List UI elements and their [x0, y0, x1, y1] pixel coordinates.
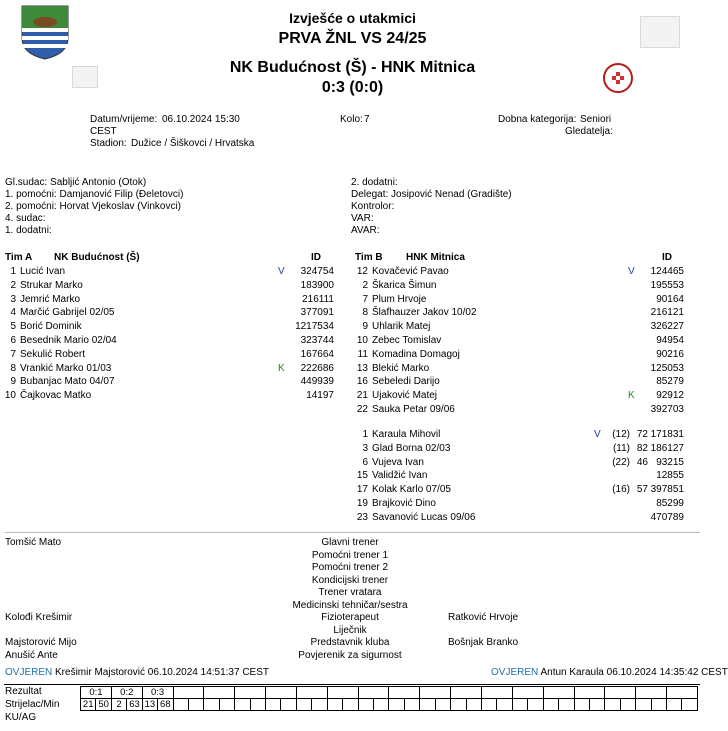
staff-member-team-a: Tomšić Mato [5, 537, 62, 548]
ku-ag-cell [296, 711, 327, 722]
scorer-player-cell: 21 [81, 699, 96, 711]
player-role-badge: V [594, 429, 601, 440]
scorer-player-cell [420, 699, 435, 711]
result-cell: 0:1 [81, 687, 112, 699]
scorer-minute-cell [312, 699, 327, 711]
player-id: 1217534 [295, 321, 334, 333]
grid-row-scorer [81, 699, 698, 711]
scorer-player-cell [296, 699, 311, 711]
scorer-minute-cell [682, 699, 698, 711]
verification-left [5, 667, 269, 678]
official-right-line: VAR: [351, 213, 374, 224]
staff-member-team-b: Bošnjak Branko [448, 637, 519, 648]
ku-ag-cell [142, 711, 173, 722]
player-id: 195553 [650, 279, 684, 291]
result-cell: 0:3 [142, 687, 173, 699]
player-name: Ujaković Matej [372, 390, 438, 402]
result-cell [574, 687, 605, 699]
result-cell [204, 687, 235, 699]
player-name: Sekulić Robert [20, 348, 86, 360]
scorer-minute-cell: 50 [96, 699, 111, 711]
player-number: 9 [362, 321, 368, 333]
result-cell [296, 687, 327, 699]
player-id: 397851 [650, 484, 684, 496]
player-name: Jemrić Marko [20, 293, 81, 305]
team-b-id-header: ID [662, 252, 672, 263]
player-number: 7 [362, 293, 368, 305]
player-id: 323744 [300, 335, 334, 346]
staff-member-team-a: Majstorović Mijo [5, 637, 77, 648]
player-name: Zebec Tomislav [372, 335, 442, 346]
category-value: Seniori [580, 114, 612, 125]
player-number: 12 [356, 266, 368, 277]
scorer-minute-cell [620, 699, 635, 711]
player-id: 222686 [300, 362, 334, 374]
player-id: 85299 [656, 498, 684, 509]
official-right-line: Kontrolor: [351, 201, 395, 212]
player-number: 5 [10, 321, 16, 333]
scorer-minute-cell [343, 699, 358, 711]
player-name: Komadina Domagoj [372, 348, 460, 360]
player-id: 14197 [306, 390, 334, 402]
team-a-id-header: ID [311, 252, 321, 263]
official-right-line: AVAR: [351, 225, 380, 236]
team-separator: - [371, 59, 377, 76]
scorer-minute-cell [559, 699, 574, 711]
player-id: 90216 [656, 348, 684, 360]
player-number: 13 [356, 362, 368, 374]
competition-title: PRVA ŽNL VS 24/25 [278, 30, 427, 47]
player-name: Borić Dominik [20, 321, 82, 333]
timezone: CEST [90, 126, 117, 137]
result-cell [266, 687, 297, 699]
player-id: 183900 [300, 279, 334, 291]
player-role-badge: K [278, 362, 285, 374]
result-cell [389, 687, 420, 699]
player-name: Besednik Mario 02/04 [20, 335, 117, 346]
scorer-minute-cell [404, 699, 419, 711]
ku-ag-cell [204, 711, 235, 722]
player-name: Vujeva Ivan [372, 456, 424, 468]
player-name: Savanović Lucas 09/06 [372, 511, 476, 523]
player-id: 470789 [650, 511, 684, 523]
ku-ag-cell [81, 711, 112, 722]
scorer-player-cell [173, 699, 188, 711]
staff-divider [5, 532, 700, 533]
round-label: Kolo: [340, 114, 363, 125]
result-cell [358, 687, 389, 699]
player-name: Sebeledi Darijo [372, 376, 440, 388]
round-value: 7 [364, 114, 370, 125]
scorer-minute-cell [250, 699, 265, 711]
player-number: 4 [10, 307, 16, 319]
score-grid [80, 686, 698, 722]
scorer-minute-cell [188, 699, 203, 711]
player-id: 125053 [650, 362, 684, 374]
player-id: 392703 [650, 404, 684, 415]
player-id: 90164 [656, 293, 684, 305]
official-left-line: Gl.sudac: Sabljić Antonio (Otok) [5, 177, 147, 188]
result-cell [235, 687, 266, 699]
player-id: 324754 [300, 266, 334, 277]
staff-role: Kondicijski trener [311, 574, 389, 586]
player-number: 9 [10, 376, 16, 388]
player-number: 21 [356, 390, 368, 402]
scorer-player-cell [235, 699, 250, 711]
staff-role: Liječnik [333, 624, 367, 636]
result-cell [667, 687, 698, 699]
scorer-player-cell [389, 699, 404, 711]
verified-text-right: Antun Karaula 06.10.2024 14:35:42 CEST [540, 667, 728, 678]
player-name: Lucić Ivan [20, 266, 66, 277]
result-cell [173, 687, 204, 699]
sub-replaced-player: (22) [612, 456, 630, 468]
player-number: 8 [362, 307, 368, 319]
scorer-player-cell [636, 699, 651, 711]
staff-role: Trener vratara [318, 587, 382, 598]
result-cell [543, 687, 574, 699]
result-cell [605, 687, 636, 699]
scorer-player-cell [451, 699, 466, 711]
scorer-player-cell [574, 699, 589, 711]
grid-label-ku: KU/AG [5, 712, 37, 723]
ku-ag-cell [667, 711, 698, 722]
home-team-name: NK Budućnost (Š) [229, 59, 367, 76]
result-cell [451, 687, 482, 699]
staff-member-team-a: Anušić Ante [5, 649, 58, 661]
player-id: 449939 [300, 376, 334, 388]
player-role-badge: V [628, 266, 635, 277]
sub-minute: 57 [636, 484, 648, 496]
player-name: Sauka Petar 09/06 [372, 404, 455, 415]
player-name: Karaula Mihovil [372, 429, 441, 440]
staff-role: Predstavnik kluba [310, 637, 390, 648]
player-number: 2 [362, 279, 368, 291]
scorer-minute-cell: 68 [158, 699, 173, 711]
result-cell [636, 687, 667, 699]
ku-ag-cell [481, 711, 512, 722]
player-id: 92912 [656, 390, 684, 402]
scorer-minute-cell [435, 699, 450, 711]
player-id: 93215 [656, 456, 684, 468]
player-number: 8 [10, 362, 16, 374]
scorer-player-cell [266, 699, 281, 711]
away-team-name: HNK Mitnica [380, 59, 476, 76]
staff-member-team-b: Ratković Hrvoje [448, 612, 519, 623]
player-number: 1 [10, 266, 16, 277]
player-id: 85279 [656, 376, 684, 388]
scorer-minute-cell [281, 699, 296, 711]
player-number: 2 [10, 279, 16, 291]
scorer-minute-cell [374, 699, 389, 711]
scorer-player-cell [605, 699, 620, 711]
player-number: 15 [356, 470, 368, 482]
player-name: Marčić Gabrijel 02/05 [20, 307, 115, 319]
player-name: Uhlarik Matej [372, 321, 431, 333]
player-name: Škarica Šimun [372, 279, 437, 291]
date-value: 06.10.2024 15:30 [162, 114, 240, 125]
grid-row-result [81, 687, 698, 699]
player-number: 6 [10, 335, 16, 346]
scorer-player-cell: 13 [142, 699, 157, 711]
player-number: 23 [356, 511, 368, 523]
ku-ag-cell [173, 711, 204, 722]
verification-right [491, 667, 728, 678]
sub-replaced-player: (11) [612, 442, 630, 454]
player-id: 186127 [650, 442, 684, 454]
scorer-player-cell [512, 699, 527, 711]
stadium-value: Dužice / Šiškovci / Hrvatska [131, 138, 255, 149]
staff-role: Medicinski tehničar/sestra [292, 599, 408, 611]
scorer-minute-cell: 63 [127, 699, 142, 711]
player-number: 22 [356, 404, 368, 415]
staff-member-team-a: Kolođi Krešimir [5, 612, 73, 623]
player-number: 7 [10, 348, 16, 360]
verified-text-left: Krešimir Majstorović 06.10.2024 14:51:37 CEST [55, 667, 270, 678]
scorer-player-cell [543, 699, 558, 711]
scorer-player-cell [358, 699, 373, 711]
ku-ag-cell [420, 711, 451, 722]
player-id: 94954 [656, 335, 684, 346]
player-number: 3 [362, 442, 368, 454]
official-left-line: 1. dodatni: [5, 225, 52, 236]
verified-label-right: OVJEREN [491, 667, 539, 678]
team-b-label: Tim B [355, 252, 383, 263]
category-label: Dobna kategorija: [498, 114, 577, 125]
ku-ag-cell [605, 711, 636, 722]
ku-ag-cell [574, 711, 605, 722]
player-number: 10 [4, 390, 16, 402]
player-name: Vrankić Marko 01/03 [20, 362, 112, 374]
player-role-badge: K [628, 390, 635, 402]
ku-ag-cell [636, 711, 667, 722]
player-id: 326227 [650, 321, 684, 333]
scorer-player-cell [327, 699, 342, 711]
spectators-label: Gledatelja: [565, 126, 613, 137]
player-name: Glad Borna 02/03 [372, 442, 451, 454]
player-role-badge: V [278, 266, 285, 277]
player-id: 124465 [650, 266, 684, 277]
sub-minute: 72 [636, 429, 648, 440]
result-cell [481, 687, 512, 699]
team-b-name: HNK Mitnica [406, 252, 465, 263]
player-name: Kolak Karlo 07/05 [372, 484, 451, 496]
player-id: 377091 [300, 307, 334, 319]
scorer-minute-cell [219, 699, 234, 711]
player-id: 216121 [650, 307, 684, 319]
ku-ag-cell [389, 711, 420, 722]
player-name: Šlafhauzer Jakov 10/02 [372, 307, 477, 319]
sub-minute: 46 [636, 456, 648, 468]
ku-ag-cell [235, 711, 266, 722]
match-title [0, 59, 705, 77]
player-number: 1 [362, 429, 368, 440]
staff-role: Povjerenik za sigurnost [298, 649, 402, 661]
player-number: 6 [362, 456, 368, 468]
player-number: 10 [356, 335, 368, 346]
official-left-line: 1. pomoćni: Damjanović Filip (Đeletovci) [5, 189, 184, 200]
verified-label-left: OVJEREN [5, 667, 53, 678]
result-cell [327, 687, 358, 699]
team-a-name: NK Budućnost (Š) [54, 252, 140, 263]
player-id: 12855 [656, 470, 684, 482]
staff-role: Pomoćni trener 2 [311, 562, 389, 573]
player-number: 17 [356, 484, 368, 496]
player-id: 171831 [650, 429, 684, 440]
scorer-minute-cell [651, 699, 666, 711]
player-name: Blekić Marko [372, 362, 430, 374]
staff-role: Fizioterapeut [321, 612, 379, 623]
scorer-player-cell: 2 [111, 699, 126, 711]
scorer-player-cell [204, 699, 219, 711]
official-left-line: 2. pomoćni: Horvat Vjekoslav (Vinkovci) [5, 201, 181, 212]
player-name: Čajkovac Matko [20, 390, 92, 402]
final-score: 0:3 (0:0) [321, 79, 384, 96]
date-label: Datum/vrijeme: [90, 114, 158, 125]
scorer-minute-cell [497, 699, 512, 711]
player-name: Brajković Dino [372, 498, 436, 509]
stadium-label: Stadion: [90, 138, 127, 149]
grid-label-result: Rezultat [5, 686, 42, 697]
staff-role: Pomoćni trener 1 [311, 549, 389, 561]
grid-label-scorer: Strijelac/Min [5, 699, 60, 710]
staff-role: Glavni trener [321, 537, 379, 548]
player-name: Strukar Marko [20, 279, 83, 291]
ku-ag-cell [327, 711, 358, 722]
official-right-line: 2. dodatni: [351, 177, 398, 188]
player-id: 216111 [302, 293, 334, 305]
ku-ag-cell [512, 711, 543, 722]
scorer-minute-cell [528, 699, 543, 711]
scorer-minute-cell [466, 699, 481, 711]
player-name: Validžić Ivan [372, 470, 428, 482]
player-name: Kovačević Pavao [372, 266, 449, 277]
ku-ag-cell [451, 711, 482, 722]
player-name: Bubanjac Mato 04/07 [20, 376, 115, 388]
player-number: 16 [356, 376, 368, 388]
official-right-line: Delegat: Josipović Nenad (Gradište) [351, 189, 512, 200]
player-number: 3 [10, 293, 16, 305]
player-number: 19 [356, 498, 368, 509]
scorer-player-cell [481, 699, 496, 711]
ku-ag-cell [543, 711, 574, 722]
report-title: Izvješće o utakmici [289, 10, 416, 26]
ku-ag-cell [358, 711, 389, 722]
player-name: Plum Hrvoje [372, 293, 427, 305]
sub-replaced-player: (16) [612, 484, 630, 496]
team-a-label: Tim A [5, 252, 33, 263]
scorer-minute-cell [589, 699, 604, 711]
result-cell [512, 687, 543, 699]
sub-minute: 82 [636, 442, 648, 454]
official-left-line: 4. sudac: [5, 213, 46, 224]
scorer-player-cell [667, 699, 682, 711]
ku-ag-cell [266, 711, 297, 722]
player-number: 11 [357, 348, 368, 360]
sub-replaced-player: (12) [612, 429, 630, 440]
result-cell [420, 687, 451, 699]
player-id: 167664 [300, 348, 334, 360]
result-cell: 0:2 [111, 687, 142, 699]
grid-row-ku [81, 711, 698, 722]
ku-ag-cell [111, 711, 142, 722]
